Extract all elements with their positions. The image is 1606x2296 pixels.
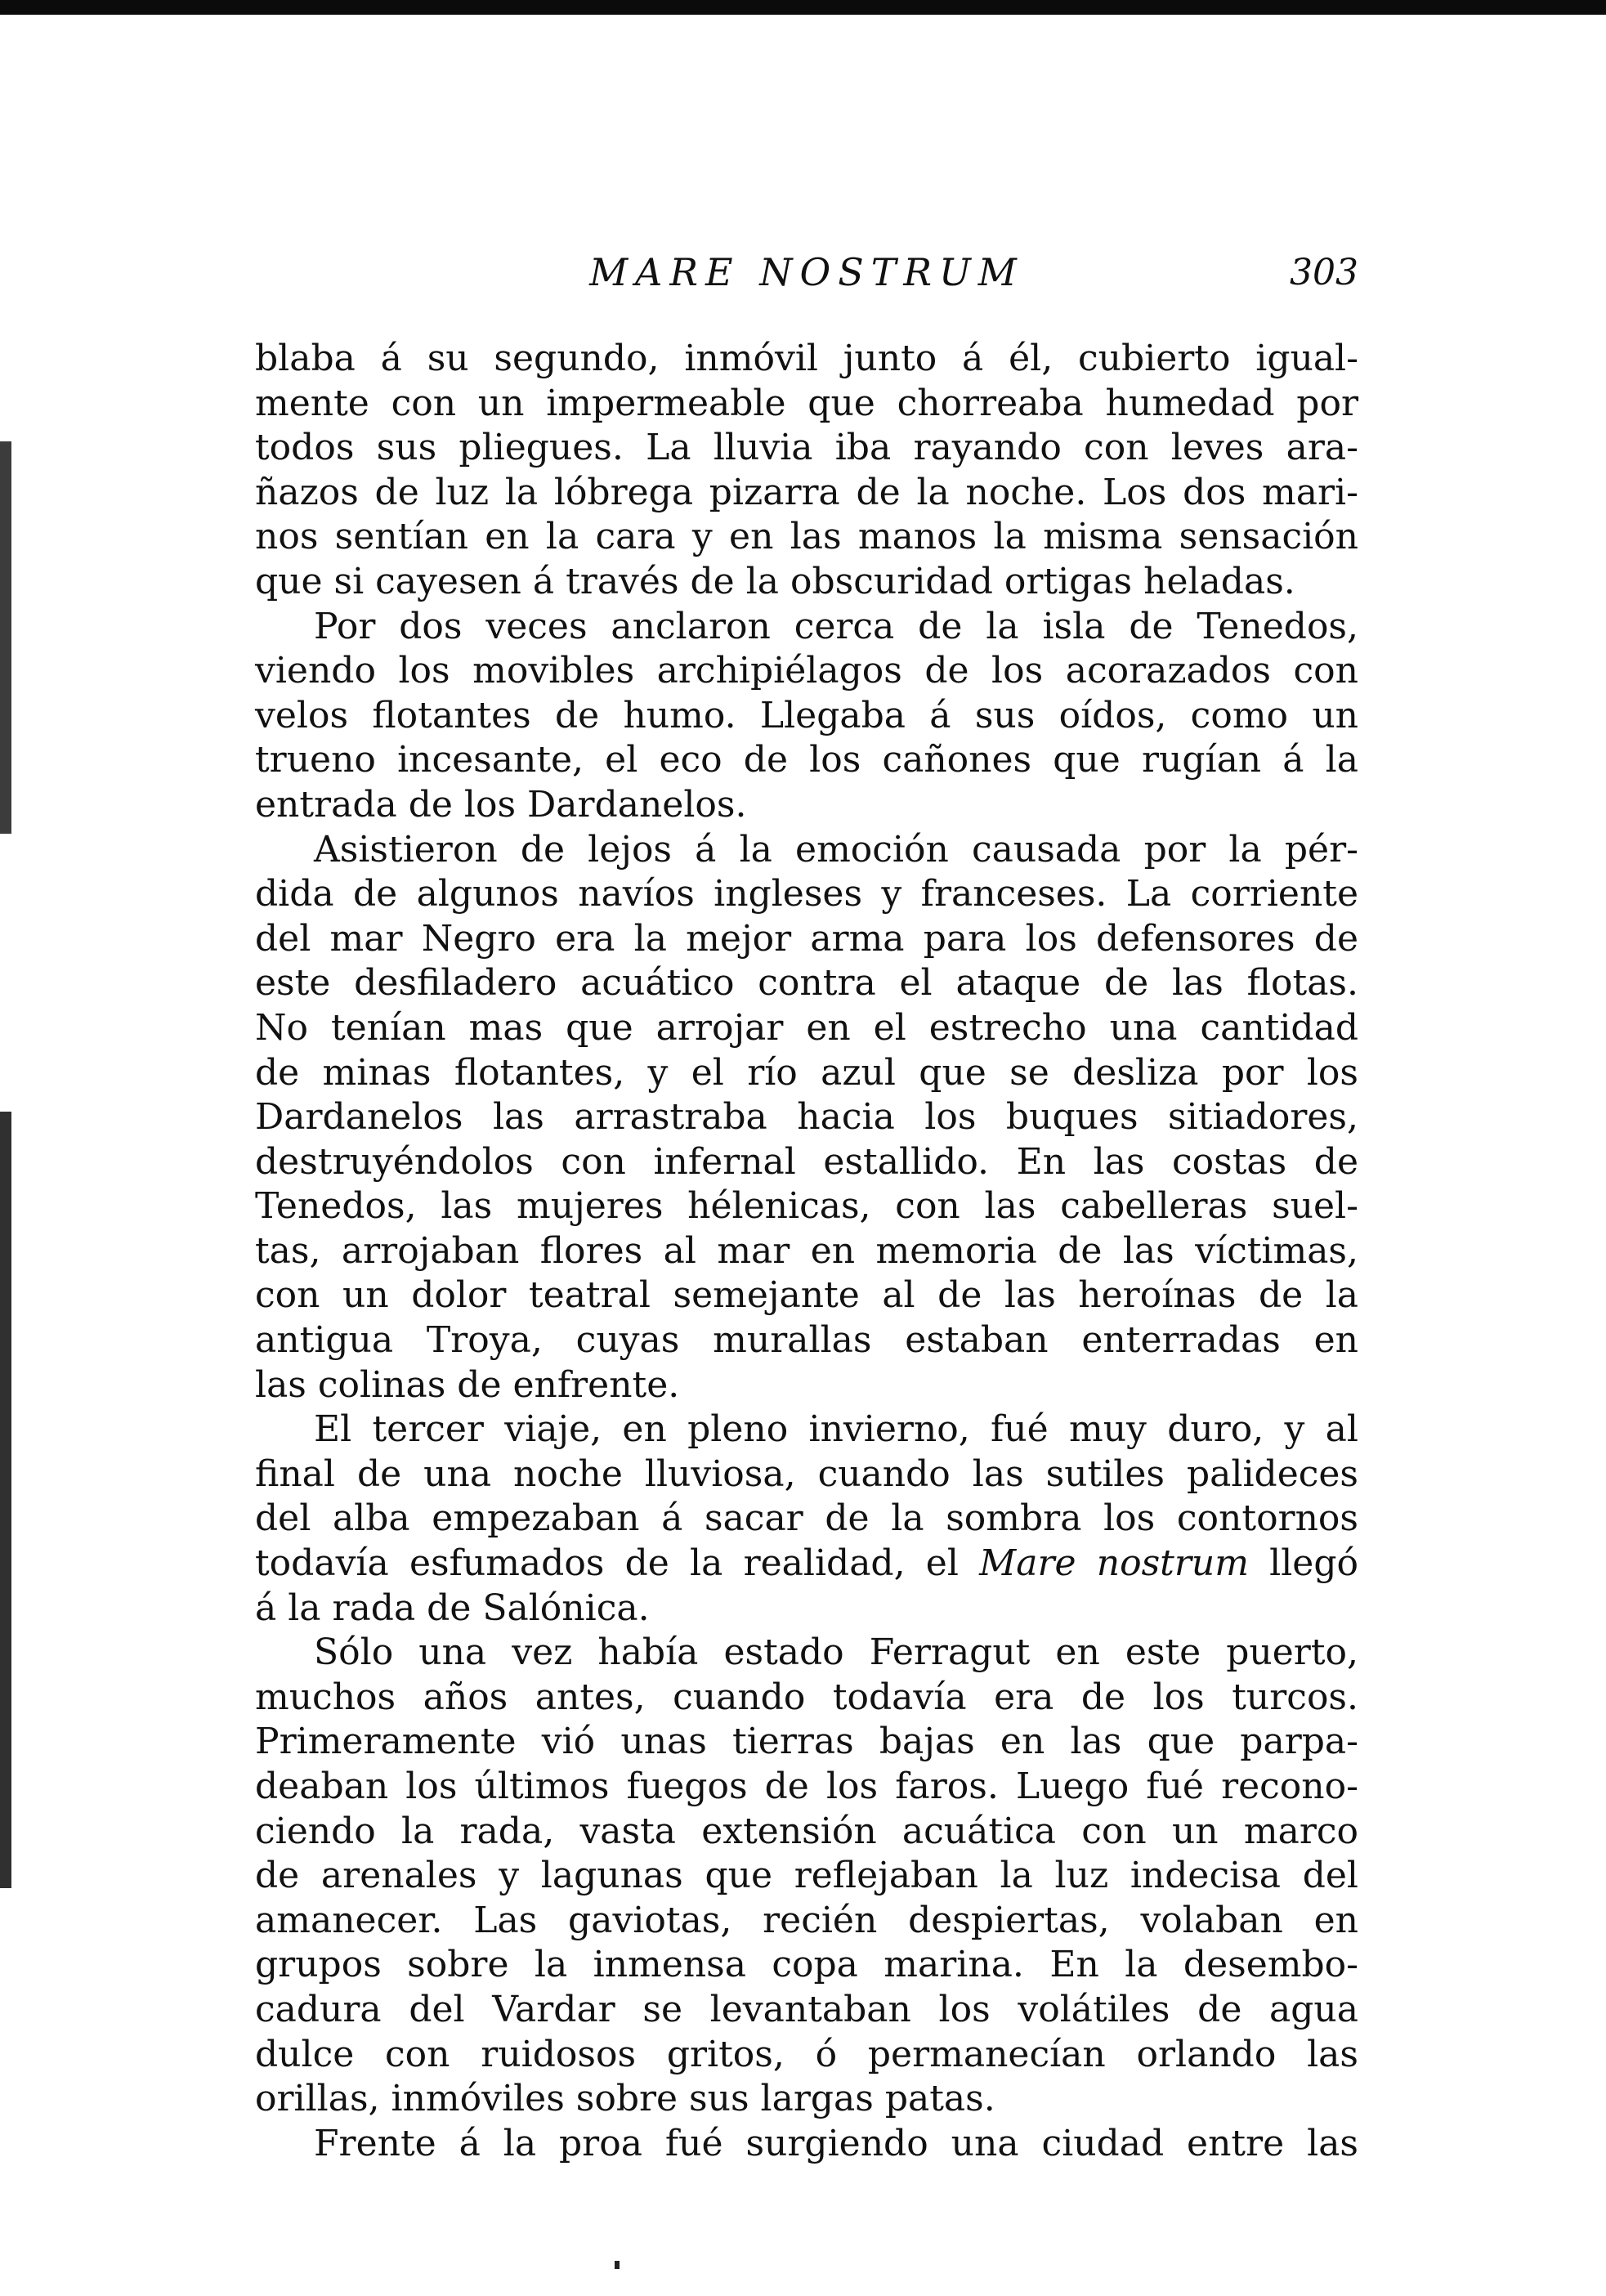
page-header [255,244,1358,309]
text-line: grupos sobre la inmensa copa marina. En la desembo- [255,1944,1358,1986]
text-line-with-italic [255,1542,1358,1587]
page-number: 303 [1290,252,1358,293]
text-line: Por dos veces anclaron cerca de la isla de Tenedos, [314,605,1358,647]
text-line: viendo los movibles archipiélagos de los acorazados con [255,650,1358,692]
text-line: final de una noche lluviosa, cuando las sutiles palideces [255,1452,1358,1495]
text-line: deaban los últimos fuegos de los faros. Luego fué recono- [255,1766,1358,1807]
text-line: Tenedos, las mujeres hélenicas, con las cabelleras suel- [255,1185,1358,1228]
text-line: nos sentían en la cara y en las manos la misma sensación [255,516,1358,558]
text-line: ciendo la rada, vasta extensión acuática con un marco [255,1810,1358,1852]
running-title: MARE NOSTRUM [589,250,1024,294]
text-line: á la rada de Salónica. [255,1587,650,1629]
text-line: velos flotantes de humo. Llegaba á sus oídos, como un [255,694,1358,736]
ship-name-italic: Mare nostrum [979,1542,1249,1585]
text-line: del alba empezaban á sacar de la sombra los contornos [255,1497,1358,1540]
text-line: El tercer viaje, en pleno invierno, fué muy duro, y al [314,1408,1358,1451]
text-line: amanecer. Las gaviotas, recién despiertas, volaban en [255,1899,1358,1941]
text-line: destruyéndolos con infernal estallido. En las costas de [255,1140,1358,1183]
text-line: ñazos de luz la lóbrega pizarra de la noche. Los dos mari- [255,471,1358,513]
text-line: este desfiladero acuático contra el ataque de las flotas. [255,962,1358,1005]
text-line: muchos años antes, cuando todavía era de los turcos. [255,1676,1358,1718]
text-line: tas, arrojaban flores al mar en memoria de las víctimas, [255,1229,1358,1272]
text-line: todos sus pliegues. La lluvia iba rayando con leves ara- [255,427,1358,469]
text-line: las colinas de enfrente. [255,1363,680,1406]
text-line: cadura del Vardar se levantaban los volátiles de agua [255,1988,1358,2030]
text-line: Primeramente vió unas tierras bajas en las que parpa- [255,1721,1358,1763]
text-line: entrada de los Dardanelos. [255,783,747,826]
text-line: que si cayesen á través de la obscuridad ortigas heladas. [255,560,1295,602]
text-line: blaba á su segundo, inmóvil junto á él, cubierto igual- [255,338,1358,379]
text-line: Asistieron de lejos á la emoción causada por la pér- [314,828,1358,871]
text-line: antigua Troya, cuyas murallas estaban enterradas en [255,1319,1358,1362]
text-line: Dardanelos las arrastraba hacia los buques sitiadores, [255,1096,1358,1139]
text-line: de minas flotantes, y el río azul que se desliza por los [255,1051,1358,1094]
text-line: Sólo una vez había estado Ferragut en este puerto, [314,1631,1358,1674]
body-text [255,337,1358,2166]
scan-speck [615,2261,620,2269]
text-line: dulce con ruidosos gritos, ó permanecían orlando las [255,2033,1358,2075]
top-scan-edge [0,0,1606,15]
text-segment: todavía esfumados de la realidad, el [255,1542,959,1585]
text-line: Frente á la proa fué surgiendo una ciudad entre las [314,2122,1358,2164]
text-line: trueno incesante, el eco de los cañones que rugían á la [255,739,1358,781]
text-line: de arenales y lagunas que reflejaban la luz indecisa del [255,1855,1358,1897]
text-line: orillas, inmóviles sobre sus largas patas. [255,2078,995,2120]
text-line: con un dolor teatral semejante al de las heroínas de la [255,1274,1358,1317]
scan-margin-shadow [0,441,11,834]
scan-margin-shadow [0,1112,11,1888]
text-line: del mar Negro era la mejor arma para los defensores de [255,917,1358,960]
text-line: dida de algunos navíos ingleses y franceses. La corriente [255,873,1358,915]
text-segment: llegó [1269,1542,1358,1585]
text-line: No tenían mas que arrojar en el estrecho una cantidad [255,1006,1358,1049]
text-line: mente con un impermeable que chorreaba humedad por [255,382,1358,424]
